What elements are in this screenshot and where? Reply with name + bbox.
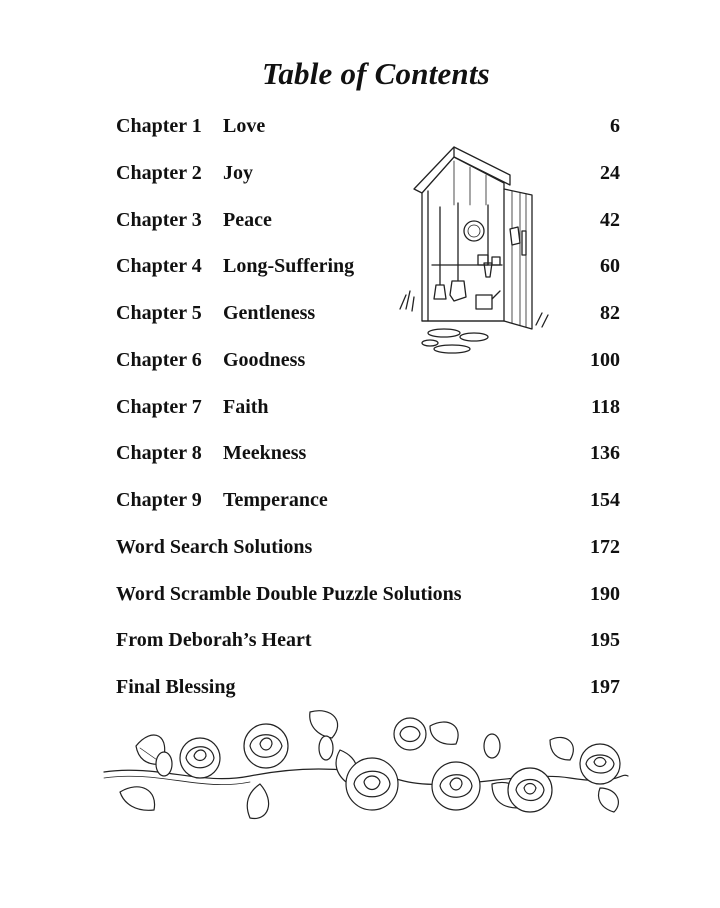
rose-vine-border-illustration — [100, 706, 630, 836]
toc-entry[interactable] — [116, 113, 620, 160]
toc-entry-label — [116, 347, 305, 373]
toc-entry-chapter: Chapter 5 — [116, 302, 202, 324]
toc-entry[interactable] — [116, 253, 620, 300]
toc-entry-chapter: Chapter 4 — [116, 255, 202, 278]
toc-entry-label — [116, 207, 272, 233]
toc-entry-chapter: Chapter 1 — [116, 115, 202, 137]
toc-entry-page: 136 — [590, 442, 620, 465]
toc-entry-chapter: Chapter 7 — [116, 395, 202, 418]
toc-entry-page: 6 — [610, 115, 620, 137]
toc-entry-page: 82 — [600, 302, 620, 324]
toc-entry-label: From Deborah’s Heart — [116, 629, 312, 652]
toc-entry-page: 60 — [600, 255, 620, 278]
toc-entry-label — [116, 440, 306, 466]
toc-entry-chapter: Chapter 3 — [116, 208, 202, 231]
toc-entry-label: Final Blessing — [116, 676, 236, 698]
toc-entry-label — [116, 160, 253, 186]
toc-entry[interactable] — [116, 347, 620, 394]
toc-entry-name: Meekness — [223, 442, 307, 465]
toc-entry-page: 100 — [590, 348, 620, 371]
toc-entry-page: 172 — [590, 535, 620, 558]
toc-entry-page: 195 — [590, 629, 620, 652]
toc-entry-label: Word Search Solutions — [116, 535, 313, 558]
toc-entry[interactable] — [116, 207, 620, 254]
toc-entry-label — [116, 487, 328, 513]
toc-entry[interactable] — [116, 534, 620, 581]
toc-entry[interactable] — [116, 627, 620, 674]
toc-entry-label — [116, 113, 265, 139]
toc-entry[interactable] — [116, 440, 620, 487]
toc-entry-label: Word Scramble Double Puzzle Solutions — [116, 582, 462, 605]
toc-entry-name: Peace — [223, 208, 272, 231]
toc-entry[interactable] — [116, 394, 620, 441]
toc-entry-page: 190 — [590, 582, 620, 605]
toc-entry-page: 154 — [590, 489, 620, 511]
toc-entry-page: 197 — [590, 676, 620, 698]
toc-list — [116, 113, 620, 721]
toc-entry-chapter: Chapter 8 — [116, 442, 202, 465]
toc-entry[interactable] — [116, 300, 620, 347]
toc-entry-chapter: Chapter 6 — [116, 348, 202, 371]
toc-entry-name: Long-Suffering — [223, 255, 355, 278]
toc-entry-page: 24 — [600, 161, 620, 184]
toc-entry-name: Faith — [223, 395, 269, 418]
toc-entry-label — [116, 300, 315, 326]
toc-entry-name: Joy — [223, 161, 253, 184]
toc-entry-page: 118 — [591, 395, 620, 418]
toc-entry-label — [116, 394, 269, 420]
toc-entry-name: Goodness — [223, 348, 306, 371]
toc-entry-page: 42 — [600, 208, 620, 231]
toc-entry-name: Temperance — [223, 489, 328, 511]
toc-entry-label — [116, 253, 354, 279]
toc-entry-chapter: Chapter 2 — [116, 161, 202, 184]
toc-entry-chapter: Chapter 9 — [116, 489, 202, 511]
toc-entry-name: Love — [223, 115, 266, 137]
page-title: Table of Contents — [262, 56, 490, 91]
toc-entry[interactable] — [116, 160, 620, 207]
toc-entry-name: Gentleness — [223, 302, 316, 324]
toc-entry[interactable] — [116, 487, 620, 534]
toc-entry[interactable] — [116, 581, 620, 628]
